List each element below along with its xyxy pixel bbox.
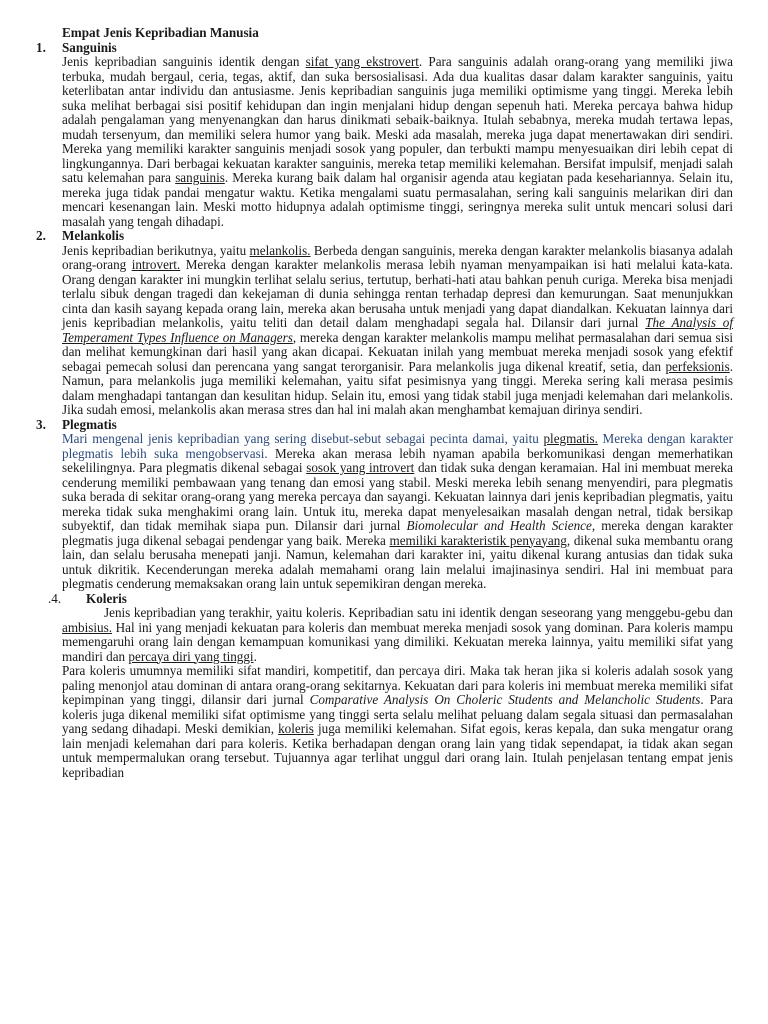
highlighted-text: Mari mengenal jenis kepribadian yang sering disebut-sebut sebagai pecinta damai, yaitu: [62, 431, 544, 446]
underlined-term: perfeksionis: [665, 358, 730, 374]
section-body: [62, 432, 733, 592]
text-run: Jenis kepribadian yang terakhir, yaitu koleris. Kepribadian satu ini identik dengan seseorang yang menggebu-gebu dan: [104, 605, 733, 620]
section-melankolis: [36, 229, 733, 418]
text-run: Jenis kepribadian berikutnya, yaitu: [62, 242, 250, 258]
underlined-term: sifat yang ekstrovert: [305, 54, 419, 69]
text-run: . Namun, para melankolis juga memiliki kelemahan, yaitu sifat pesimisnya yang tinggi. Mereka sering kali merasa pesimis dalam menghadapi tantangan dan kesulitan hidup. Selain itu, emosi yang tidak stabil juga menjadi kelemahan dari melankolis. Jika sudah emosi, melankolis akan merasa stres dan hal ini malah akan menghambat kemajuan dirinya sendiri.: [62, 358, 733, 417]
text-run: Para koleris umumnya memiliki sifat mandiri, kompetitif, dan percaya diri. Maka tak heran jika si koleris adalah sosok yang paling menonjol atau dominan di antara orang-orang sekitarnya. Kekuatan dari para koleris ini membuat mereka memiliki sifat kepimpinan yang tinggi, dilansir dari jurnal: [62, 663, 733, 707]
text-run: Mereka akan merasa lebih nyaman apabila berkomunikasi dengan memerhatikan sekelilingnya. Para plegmatis dikenal sebagai: [62, 445, 733, 475]
underlined-term: introvert.: [131, 257, 181, 272]
highlighted-text: Mereka dengan karakter plegmatis lebih suka mengobservasi.: [62, 431, 733, 461]
section-body: [62, 55, 733, 229]
section-heading: [36, 592, 733, 607]
underlined-term: melankolis.: [249, 242, 311, 258]
text-run: , dikenal suka membantu orang lain, dan selalu berusaha menepati janji. Namun, kelemahan dari karakter ini, yaitu dikenal kurang antusias dan tidak suka untuk dikritik. Kecenderungan mereka adalah memahami orang lain melalui imajinasinya sendiri. Hal ini membuat para plegmatis cenderung memaksakan orang lain untuk sepemikiran dengan mereka.: [62, 532, 733, 591]
section-plegmatis: [36, 418, 733, 592]
document-title: Empat Jenis Kepribadian Manusia: [62, 25, 259, 40]
paragraph: [62, 432, 733, 592]
paragraph: [62, 55, 733, 229]
journal-title: The Analysis of Temperament Types Influence on Managers: [62, 315, 733, 345]
text-run: dan tidak suka dengan keramaian. Hal ini membuat mereka cenderung memiliki pembawaan yang tenang dan emosi yang stabil. Meski mereka lebih senang menyendiri, para plegmatis suka berada di sekitar orang-orang yang mereka percaya dan sayangi. Kekuatan lainnya dari jenis kepribadian plegmatis, yaitu mereka tidak suka menghakimi orang lain. Untuk itu, mereka dapat menyelesaikan masalah dengan netral, tidak bersikap subyektif, dan tidak memihak siapa pun. Dilansir dari jurnal: [62, 460, 733, 533]
underlined-term: koleris: [278, 721, 314, 736]
text-run: , mereka dengan karakter melankolis mampu melihat permasalahan dari semua sisi dan melihat kemungkinan dari hasil yang akan dicapai. Kekuatan inilah yang membuat mereka menjadi sosok yang efektif sebagai pemecah solusi dan perencana yang sangat terorganisir. Para melankolis juga dikenal kreatif, setia, dan: [62, 329, 733, 374]
text-run: . Mereka kurang baik dalam hal organisir agenda atau kegiatan pada kesehariannya. Selain itu, mereka juga tidak pandai mengatur waktu. Ketika mengalami suatu permasalahan, sering kali sanguinis melarikan diri dan mencari kesenangan lain. Meski motto hidupnya adalah optimisme tinggi, seringnya mereka sulit untuk mencari solusi dari masalah yang tengah dihadapi.: [62, 170, 733, 229]
section-heading: [36, 418, 733, 433]
underlined-term: memiliki karakteristik penyayang: [389, 532, 567, 548]
document-page: [36, 26, 733, 780]
underlined-term: plegmatis.: [543, 431, 598, 446]
underlined-term: sanguinis: [175, 170, 225, 185]
section-heading-label: Koleris: [86, 590, 127, 606]
journal-title: Comparative Analysis On Choleric Students and Melancholic Students: [309, 692, 701, 707]
text-run: Berbeda dengan sanguinis, mereka dengan karakter melankolis biasanya adalah orang-orang: [62, 242, 734, 272]
section-heading-label: Melankolis: [62, 228, 125, 243]
text-run: Jenis kepribadian sanguinis identik dengan: [62, 54, 306, 69]
section-number: 3.: [36, 416, 46, 432]
underlined-term: ambisius.: [62, 619, 113, 635]
underlined-term: sosok yang introvert: [306, 460, 415, 475]
section-sanguinis: [36, 41, 733, 230]
section-number: .4.: [48, 590, 62, 606]
section-heading: [36, 41, 733, 56]
text-run: . Para sanguinis adalah orang-orang yang memiliki jiwa terbuka, mudah bergaul, ceria, tegas, aktif, dan suka bersosialisasi. Ada dua kualitas dasar dalam karakter sanguinis, yaitu keterlibatan antar individu dan antusiasme. Jenis kepribadian sanguinis juga memiliki optimisme yang tinggi. Mereka lebih suka melihat berbagai sisi positif kehidupan dan ingin menjalani hidup dengan sepenuh hati. Mereka percaya bahwa hidup adalah pengalaman yang menyenangkan dan harus dinikmati sebaik-baiknya. Itulah sebabnya, mereka mudah tertawa lepas, mudah tersenyum, dan memiliki selera humor yang baik. Meski ada masalah, mereka juga dapat menertawakan diri sendiri. Mereka yang memiliki karakter sanguinis menjadi sosok yang populer, dan terbukti mampu menyesuaikan diri lebih cepat di lingkungannya. Dari berbagai kekuatan karakter sanguinis, mereka tetap memiliki kelemahan. Bersifat impulsif, menjadi salah satu kelemahan para: [62, 54, 733, 185]
text-run: . Para koleris juga dikenal memiliki sifat optimisme yang tinggi serta selalu melihat peluang dalam segala situasi dan permasalahan yang sedang dihadapi. Meski demikian,: [62, 692, 733, 736]
section-heading-label: Plegmatis: [62, 416, 117, 432]
text-run: .: [253, 648, 257, 664]
section-heading: [36, 229, 733, 244]
text-run: Hal ini yang menjadi kekuatan para koleris dan membuat mereka menjadi sosok yang dominan. Para koleris mampu memengaruhi orang lain dengan kemampuan komunikasi yang dimiliki. Kekuatan mereka lainnya, yaitu memiliki sifat yang mandiri dan: [62, 619, 733, 664]
paragraph: [62, 606, 733, 664]
journal-title: Biomolecular and Health Science: [406, 518, 592, 533]
paragraph: [62, 664, 733, 780]
paragraph: [62, 244, 733, 418]
text-run: Mereka dengan karakter melankolis merasa lebih nyaman menyampaikan isi hati melalui kata-kata. Orang dengan karakter ini mungkin terlihat selalu serius, tertutup, berhati-hati atau bahkan penuh curiga. Mereka bisa menjadi terlalu sibuk dengan tragedi dan kekejaman di dunia sehingga rentan terhadap depresi dan kemurungan. Saat menunjukkan cinta dan kasih sayang kepada orang lain, mereka akan berusaha untuk menjadi yang dapat diandalkan. Kekuatan lainnya dari jenis kepribadian melankolis, yaitu teliti dan detail dalam menghadapi segala hal. Dilansir dari jurnal: [62, 257, 733, 330]
section-number: 1.: [36, 39, 46, 55]
section-koleris: [36, 592, 733, 781]
text-run: juga memiliki kelemahan. Sifat egois, keras kepala, dan suka mengatur orang lain menjadi kelemahan dari para koleris. Ketika berhadapan dengan orang lain yang tidak sependapat, ia tidak akan segan untuk mempermalukan orang tersebut. Tujuannya agar terlihat unggul dari orang lain. Itulah penjelasan tentang empat jenis kepribadian: [62, 721, 733, 780]
section-number: 2.: [36, 228, 46, 243]
section-body: [62, 244, 733, 418]
section-heading-label: Sanguinis: [62, 39, 117, 55]
underlined-term: percaya diri yang tinggi: [128, 648, 254, 664]
text-run: , mereka dengan karakter plegmatis juga dikenal sebagai pendengar yang baik. Mereka: [62, 518, 733, 548]
section-body: [62, 606, 733, 780]
